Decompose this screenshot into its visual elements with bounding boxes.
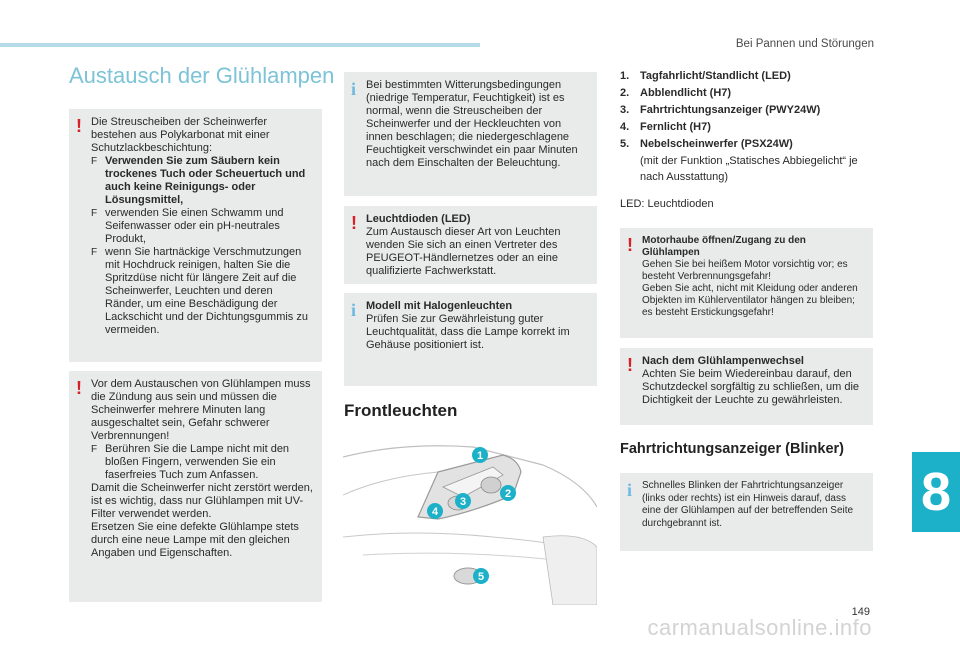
warning-box-led [344, 206, 597, 284]
bullet-icon: F [91, 247, 98, 258]
warning-icon: ! [76, 378, 82, 398]
box-text: Gehen Sie bei heißem Motor vorsichtig vor; es besteht Verbrennungsgefahr! [642, 259, 848, 282]
lamp-list [620, 68, 875, 185]
info-icon: i [351, 300, 357, 320]
bullet-icon: F [91, 444, 98, 455]
warning-icon: ! [627, 355, 633, 375]
led-note: LED: Leuchtdioden [620, 198, 714, 210]
box-title: Leuchtdioden (LED) [366, 213, 471, 225]
box-text: Zum Austausch dieser Art von Leuchten wenden Sie sich an einen Vertreter des PEUGEOT-Händlernetzes oder an eine qualifizierte Fachwerkstatt. [366, 226, 561, 277]
headlamp-illustration [343, 437, 597, 605]
box-text: Bei bestimmten Witterungsbedingungen (niedrige Temperatur, Feuchtigkeit) ist es normal, wenn die Streuscheiben der Scheinwerfer und der Heckleuchten von innen beschlagen; die niedergeschlagene Feuchtigkeit verschwindet ein paar Minuten nach dem Einschalten der Beleuchtung. [366, 79, 578, 169]
box-text: Achten Sie beim Wiedereinbau darauf, den Schutzdeckel sorgfältig zu schließen, um die Dichtigkeit der Leuchte zu gewährleisten. [642, 368, 860, 406]
warning-box-hood [620, 228, 873, 338]
chapter-header: Bei Pannen und Störungen [735, 38, 874, 50]
section-heading-front: Frontleuchten [344, 401, 458, 420]
box-text: Damit die Scheinwerfer nicht zerstört werden, ist es wichtig, dass nur Glühlampen mit UV-Filter verwendet werden. [91, 482, 313, 520]
item-number: 2. [620, 87, 630, 99]
box-text: Geben Sie acht, nicht mit Kleidung oder anderen Objekten im Kühlerventilator hängen zu bleiben; es besteht Erstickungsgefahr! [642, 283, 858, 318]
list-item [91, 443, 314, 482]
warning-box-after [620, 348, 873, 425]
item-number: 4. [620, 121, 630, 133]
bullet-icon: F [91, 156, 98, 167]
wheel-arch [543, 536, 597, 605]
callout-label: 1 [476, 450, 484, 462]
callout-label: 5 [477, 571, 485, 583]
item-text: Abblendlicht (H7) [640, 87, 732, 99]
page-title: Austausch der Glühlampen [69, 63, 335, 88]
warning-icon: ! [76, 116, 82, 136]
watermark: carmanualsonline.info [647, 615, 872, 640]
box-title: Nach dem Glühlampenwechsel [642, 355, 804, 367]
warning-icon: ! [627, 235, 633, 255]
info-icon: i [351, 79, 357, 99]
item-number: 1. [620, 70, 630, 82]
callout-label: 4 [431, 506, 439, 518]
box-title: Modell mit Halogenleuchten [366, 300, 513, 312]
item-number: 5. [620, 138, 630, 150]
callout-label: 2 [504, 488, 512, 500]
item-text: Tagfahrlicht/Standlicht (LED) [640, 70, 791, 82]
callout-label: 3 [459, 496, 467, 508]
info-box-halogen [344, 293, 597, 386]
chapter-tab[interactable]: 8 [912, 452, 960, 532]
bullet-text: wenn Sie hartnäckige Verschmutzungen mit Hochdruck reinigen, halten Sie die Spritzdüse nicht für längere Zeit auf die Scheinwerfer, Leuchten und deren Ränder, um eine Beschädigung der Lackschicht und der Dichtungsgummis zu vermeiden. [105, 246, 308, 336]
box-title: Motorhaube öffnen/Zugang zu den Glühlampen [642, 235, 806, 258]
list-item [620, 68, 875, 85]
page-number: 149 [851, 606, 870, 618]
list-item [620, 85, 875, 102]
bullet-text: Verwenden Sie zum Säubern kein trockenes Tuch oder Scheuertuch und auch keine Reinigungs- oder Lösungsmittel, [105, 155, 306, 206]
item-text: Fahrtrichtungsanzeiger (PWY24W) [640, 104, 821, 116]
box-text: Schnelles Blinken der Fahrtrichtungsanzeiger (links oder rechts) ist ein Hinweis darauf, dass eine der Glühlampen auf der betreffenden Seite durchgebrannt ist. [642, 480, 854, 529]
box-text: Ersetzen Sie eine defekte Glühlampe stets durch eine neue Lampe mit den gleichen Angaben und Eigenschaften. [91, 521, 299, 559]
list-item [91, 155, 314, 207]
info-box-weather [344, 72, 597, 196]
header-accent-bar [0, 43, 480, 47]
list-item [620, 136, 875, 153]
item-number: 3. [620, 104, 630, 116]
list-item [620, 102, 875, 119]
box-intro: Die Streuscheiben der Scheinwerfer bestehen aus Polykarbonat mit einer Schutzlackbeschichtung: [91, 116, 270, 154]
low-beam-reflector [481, 477, 501, 493]
info-icon: i [627, 480, 633, 500]
bullet-text: verwenden Sie einen Schwamm und Seifenwasser oder ein pH-neutrales Produkt, [105, 207, 284, 245]
item-text: Fernlicht (H7) [640, 121, 711, 133]
list-item [91, 207, 314, 246]
section-heading-blinker: Fahrtrichtungsanzeiger (Blinker) [620, 441, 844, 457]
bullet-text: Berühren Sie die Lampe nicht mit den bloßen Fingern, verwenden Sie ein faserfreies Tuch zum Anfassen. [105, 443, 290, 481]
box-intro: Vor dem Austauschen von Glühlampen muss die Zündung aus sein und müssen die Scheinwerfer mehrere Minuten lang ausgeschaltet sein, Gefahr schwerer Verbrennungen! [91, 378, 311, 442]
warning-box-cleaning [69, 109, 322, 362]
list-item [91, 246, 314, 337]
bullet-icon: F [91, 208, 98, 219]
warning-box-replace [69, 371, 322, 602]
list-item-note: (mit der Funktion „Statisches Abbiegelicht“ je nach Ausstattung) [640, 155, 858, 183]
list-item [620, 119, 875, 136]
info-box-blinker [620, 473, 873, 551]
item-text: Nebelscheinwerfer (PSX24W) [640, 138, 793, 150]
warning-icon: ! [351, 213, 357, 233]
box-text: Prüfen Sie zur Gewährleistung guter Leuchtqualität, dass die Lampe korrekt im Gehäuse positioniert ist. [366, 313, 570, 351]
